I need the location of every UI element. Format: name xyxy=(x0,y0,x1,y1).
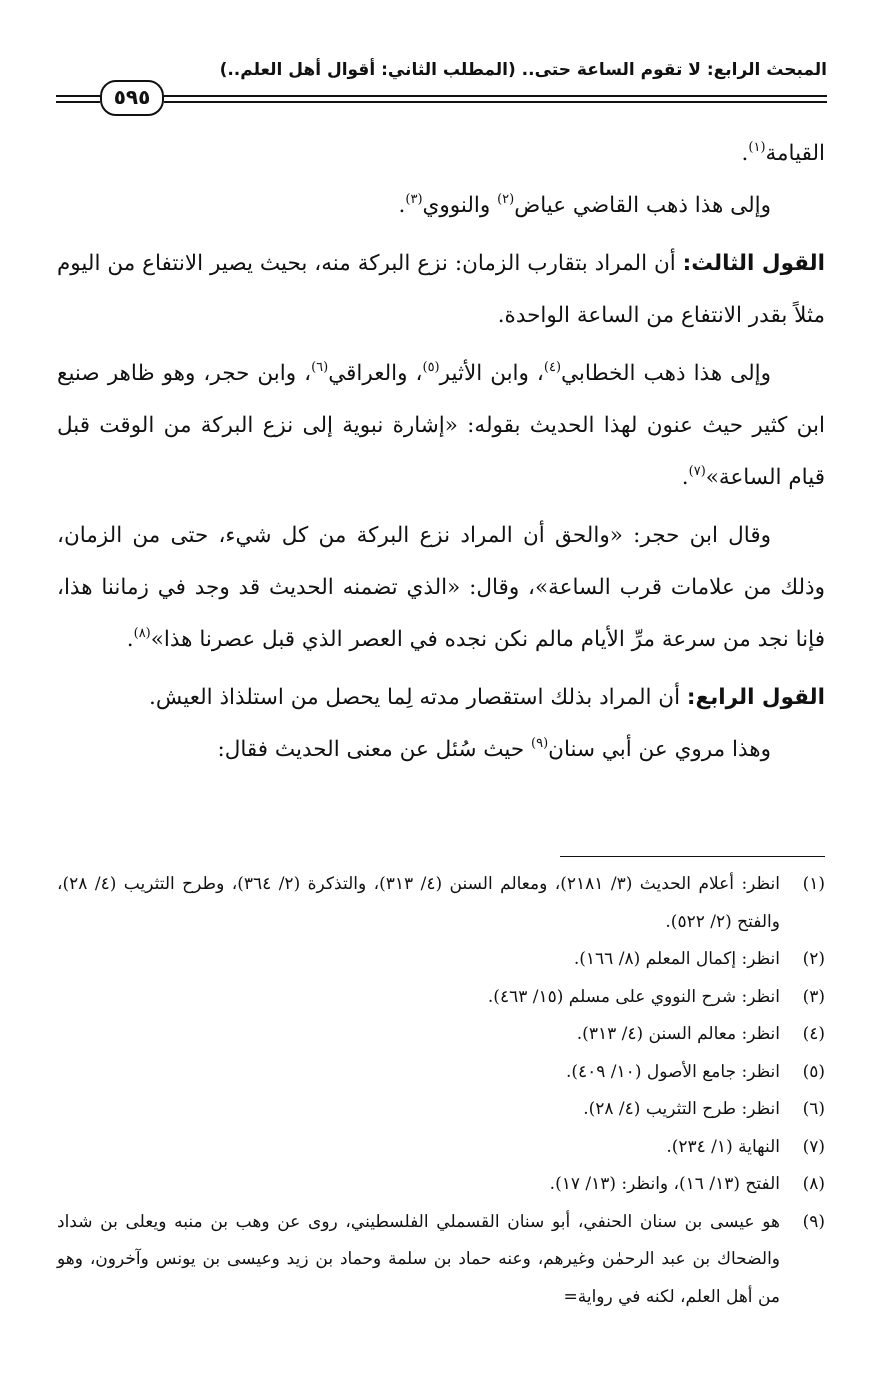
footnotes xyxy=(57,866,825,1316)
footnote-text: انظر: إكمال المعلم (٨/ ١٦٦). xyxy=(573,949,780,969)
footnote-ref: (٣) xyxy=(405,192,423,207)
header-rule-short xyxy=(56,95,100,97)
page-number-badge: ٥٩٥ xyxy=(100,80,164,116)
footnote-item xyxy=(57,941,825,979)
section-label: القول الرابع: xyxy=(686,685,825,710)
paragraph xyxy=(57,128,825,180)
header-rule-short xyxy=(56,101,100,103)
footnote-number: (٤) xyxy=(802,1024,825,1044)
footnote-item xyxy=(57,1091,825,1129)
text-run: ، وابن حجر، وهو ظاهر صنيع ابن كثير حيث عنون لهذا الحديث بقوله: «إشارة نبوية إلى نزع البركة من الوقت قبل قيام الساعة» xyxy=(57,361,825,490)
footnote-item xyxy=(57,1129,825,1167)
footnote-item xyxy=(57,1166,825,1204)
footnote-text: انظر: طرح التثريب (٤/ ٢٨). xyxy=(583,1099,780,1119)
section-label: القول الثالث: xyxy=(682,251,825,276)
footnote-text: انظر: أعلام الحديث (٣/ ٢١٨١)، ومعالم السنن (٤/ ٣١٣)، والتذكرة (٢/ ٣٦٤)، وطرح التثريب (٤/ ٢٨)، والفتح (٢/ ٥٢٢). xyxy=(57,874,780,932)
text-run: وإلى هذا ذهب القاضي عياض xyxy=(514,193,771,218)
footnote-ref: (١) xyxy=(748,140,766,155)
footnote-number: (٢) xyxy=(802,949,825,969)
text-run: وهذا مروي عن أبي سنان xyxy=(548,737,771,762)
footnote-item xyxy=(57,979,825,1017)
text-run: . xyxy=(741,141,749,166)
footnote-text: هو عيسى بن سنان الحنفي، أبو سنان القسملي الفلسطيني، روى عن وهب بن منبه ويعلى بن شداد والضحاك بن عبد الرحمٰن وغيرهم، وعنه حماد بن سلمة وحماد بن زيد وعيسى بن يونس وآخرون، وهو من أهل العلم، لكنه في رواية= xyxy=(57,1211,780,1307)
footnote-ref: (٦) xyxy=(311,360,329,375)
footnote-number: (٥) xyxy=(802,1061,825,1082)
paragraph xyxy=(57,510,825,666)
paragraph xyxy=(57,180,825,232)
paragraph xyxy=(57,238,825,342)
text-run: وقال ابن حجر: «والحق أن المراد نزع البركة من كل شيء، حتى من الزمان، وذلك من علامات قرب الساعة»، وقال: «الذي تضمنه الحديث قد وجد في زماننا هذا، فإنا نجد من سرعة مرِّ الأيام مالم نكن نجده في العصر الذي قبل عصرنا هذا» xyxy=(57,523,825,652)
footnote-number: (٣) xyxy=(802,986,825,1007)
footnote-number: (١) xyxy=(802,874,825,894)
footnote-ref: (٩) xyxy=(531,736,549,751)
footnote-ref: (٢) xyxy=(497,192,515,207)
footnote-text: الفتح (١٣/ ١٦)، وانظر: (١٣/ ١٧). xyxy=(549,1174,780,1194)
text-run: والنووي xyxy=(422,193,498,218)
header-rule xyxy=(164,101,827,103)
footnote-number: (٦) xyxy=(802,1099,825,1119)
footnote-text: النهاية (١/ ٢٣٤). xyxy=(666,1136,780,1157)
footnote-item xyxy=(57,866,825,941)
footnote-item xyxy=(57,1054,825,1092)
text-run: ، وابن الأثير xyxy=(439,361,544,386)
text-run: . xyxy=(681,465,689,490)
footnote-number: (٨) xyxy=(802,1174,825,1194)
text-run: . xyxy=(126,627,134,652)
footnote-number: (٩) xyxy=(802,1211,825,1232)
footnote-ref: (٧) xyxy=(688,464,706,479)
text-run: حيث سُئل عن معنى الحديث فقال: xyxy=(217,737,532,762)
footnote-text: انظر: جامع الأصول (١٠/ ٤٠٩). xyxy=(565,1061,780,1082)
footnote-number: (٧) xyxy=(802,1136,825,1157)
text-run: . xyxy=(398,193,406,218)
paragraph xyxy=(57,724,825,776)
main-text xyxy=(57,128,825,776)
footnote-item xyxy=(57,1016,825,1054)
footnote-ref: (٨) xyxy=(133,626,151,641)
footnote-text: انظر: شرح النووي على مسلم (١٥/ ٤٦٣). xyxy=(487,986,780,1007)
text-run: وإلى هذا ذهب الخطابي xyxy=(561,361,772,386)
paragraph xyxy=(57,348,825,504)
footnote-item xyxy=(57,1204,825,1317)
text-run: القيامة xyxy=(765,141,825,166)
footnote-ref: (٥) xyxy=(422,360,440,375)
text-run: أن المراد بتقارب الزمان: نزع البركة منه، بحيث يصير الانتفاع من اليوم مثلاً بقدر الانتفاع من الساعة الواحدة. xyxy=(57,251,825,328)
text-run: أن المراد بذلك استقصار مدته لِما يحصل من استلذاذ العيش. xyxy=(148,685,687,710)
header-rule xyxy=(164,95,827,97)
footnote-separator xyxy=(560,856,825,857)
footnote-text: انظر: معالم السنن (٤/ ٣١٣). xyxy=(576,1024,780,1044)
text-run: ، والعراقي xyxy=(328,361,423,386)
footnote-ref: (٤) xyxy=(543,360,562,375)
paragraph xyxy=(57,672,825,724)
running-header-title: المبحث الرابع: لا تقوم الساعة حتى.. (المطلب الثاني: أقوال أهل العلم..) xyxy=(219,60,827,80)
